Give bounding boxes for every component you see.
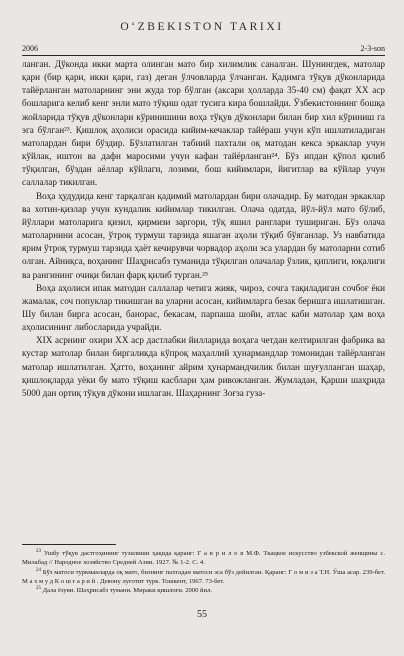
paragraph: Воҳа аҳолиси ипак матодан саллалар четига жияк, чироз, сочга тақиладиган сочбоғ ёки жамалак, соч попуклар тикишган ва уларни асосан, кийимларга безак беришга ишлатишган. Шу билан бирга асосан, банорас, бекасам, парпаша шойи, атлас каби матолар ҳам воҳа аҳолисининг либосларида учрайди. — [22, 282, 385, 333]
footnote-number: 25 — [36, 586, 41, 591]
header-rule — [22, 55, 385, 56]
running-header-title: O‘ZBEKISTON TARIXI — [120, 21, 284, 33]
footnote — [22, 549, 385, 568]
footnote-number: 24 — [36, 567, 41, 573]
header-issue: 2-3-son — [360, 44, 385, 53]
footnote — [22, 568, 385, 587]
footnote-text: Ушбу тўқув дастгоҳининг тузилиши ҳақида қаранг: Г а в р и л о в М.Ф. Ткацкое искусство узбекской женщины с. Милабад // Народное хозяйство Средней Азии. 1927. № 1-2. С. 4. — [22, 550, 385, 567]
footnote-text: Бўз матоси туркманларда оқ мато, бизнинг пахтадан матоси эса бўз дейилган. Қаранг: Г о м и з а Т.Н. Ўша асар. 239-бет. М а х м у д К о ш ғ а р и й . Девону луғотит турк. Тошкент, 1967. 73-бет. — [22, 568, 385, 585]
article-body — [22, 58, 385, 548]
header-year: 2006 — [22, 44, 38, 53]
footnotes — [22, 549, 385, 595]
page-number: 55 — [197, 609, 207, 620]
paragraph: XIX асрнинг охири ХХ аср дастлабки йилларида воҳага четдан келтирилган фабрика ва кустар матолар билан биргаликда кўпроқ маҳаллий ҳунармандлар томонидан тайёрланган матолар ишлатилган. Ҳатто, воҳанинг айрим ҳунармандчилик билан шуғулланган шаҳар, қишлоқларда уёки бу мато тўқиш касблари ҳам ривожланган. Жумладан, Қарши шаҳрида 5000 дан ортиқ тўқув дўкони ишлаган. Шаҳарнинг Зоғза гуза- — [22, 335, 385, 398]
footnote-rule — [22, 544, 116, 545]
footnote-text: Дала ёзуви. Шаҳрисабз тумани. Мираки қишлоғи. 2000 йил. — [42, 587, 213, 595]
footnote — [22, 586, 385, 595]
paragraph: Воҳа ҳудудида кенг тарқалган қадимий матолардан бири олачадир. Бу матодан эркаклар ва хотин-қизлар учун кундалик кийимлар тикилган. Олача одатда, йўл-йўл мато бўлиб, йўллари матоларига қизил, қирмизи заргори, тўқ яшил ранглари тушириган. Бўз олача матоларнини асосан, ўтроқ турмуш тарзида яшаган аҳоли тўқиб бўяганлар. Уз навбатида ярим ўтроқ турмуш тарзида ҳаёт кечирувчи чорвадор аҳоли эса улардан бу матоларни сотиб олган. Айниқса, воҳанинг Шаҳрисабз туманида тўқилган олачалар ўзлик, қиплиги, юқалиги ва рангининг очиқи билан фарқ қилиб турган.²⁵ — [22, 190, 385, 280]
footnote-number: 23 — [36, 548, 41, 554]
paragraph: ланган. Дўконда икки марта олинган мато бир хилимлик саналган. Шунингдек, матолар қари (бир қари, икки қари, газ) деган ўлчовларда ўлчанган. Қадимга тўқув дўконларида тайёрланган матоларнинг эни жуда тор бўлган (аксари ҳолларда 35-40 см) фақат ХХ аср бошларига келиб кенг энли мато тўқиш одат тусига кира бошлайди. Ўзбекистоннинг бошқа жойларида тўқув дўконлари кўринишини воҳа тўқув дўконлари билан бир хил кўриниш га эга бўлган²³. Қишлоқ аҳолиси орасида кийим-кечаклар тайёраш учун кўп ишлатиладиган матолардан бири бўздир. Бўзлатилган табиий пахтали оқ матодан кекса эркаклар учун кўйлак, иштон ва дафн маросими учун кафан тайёрланган²⁴. Бўз ипдан қўпол қилиб тўқилган, бўздан аёллар кўйлаги, лозими, бош кийимлари, йигитлар ва кўйлар учун саллалар тикилган. — [22, 59, 385, 188]
